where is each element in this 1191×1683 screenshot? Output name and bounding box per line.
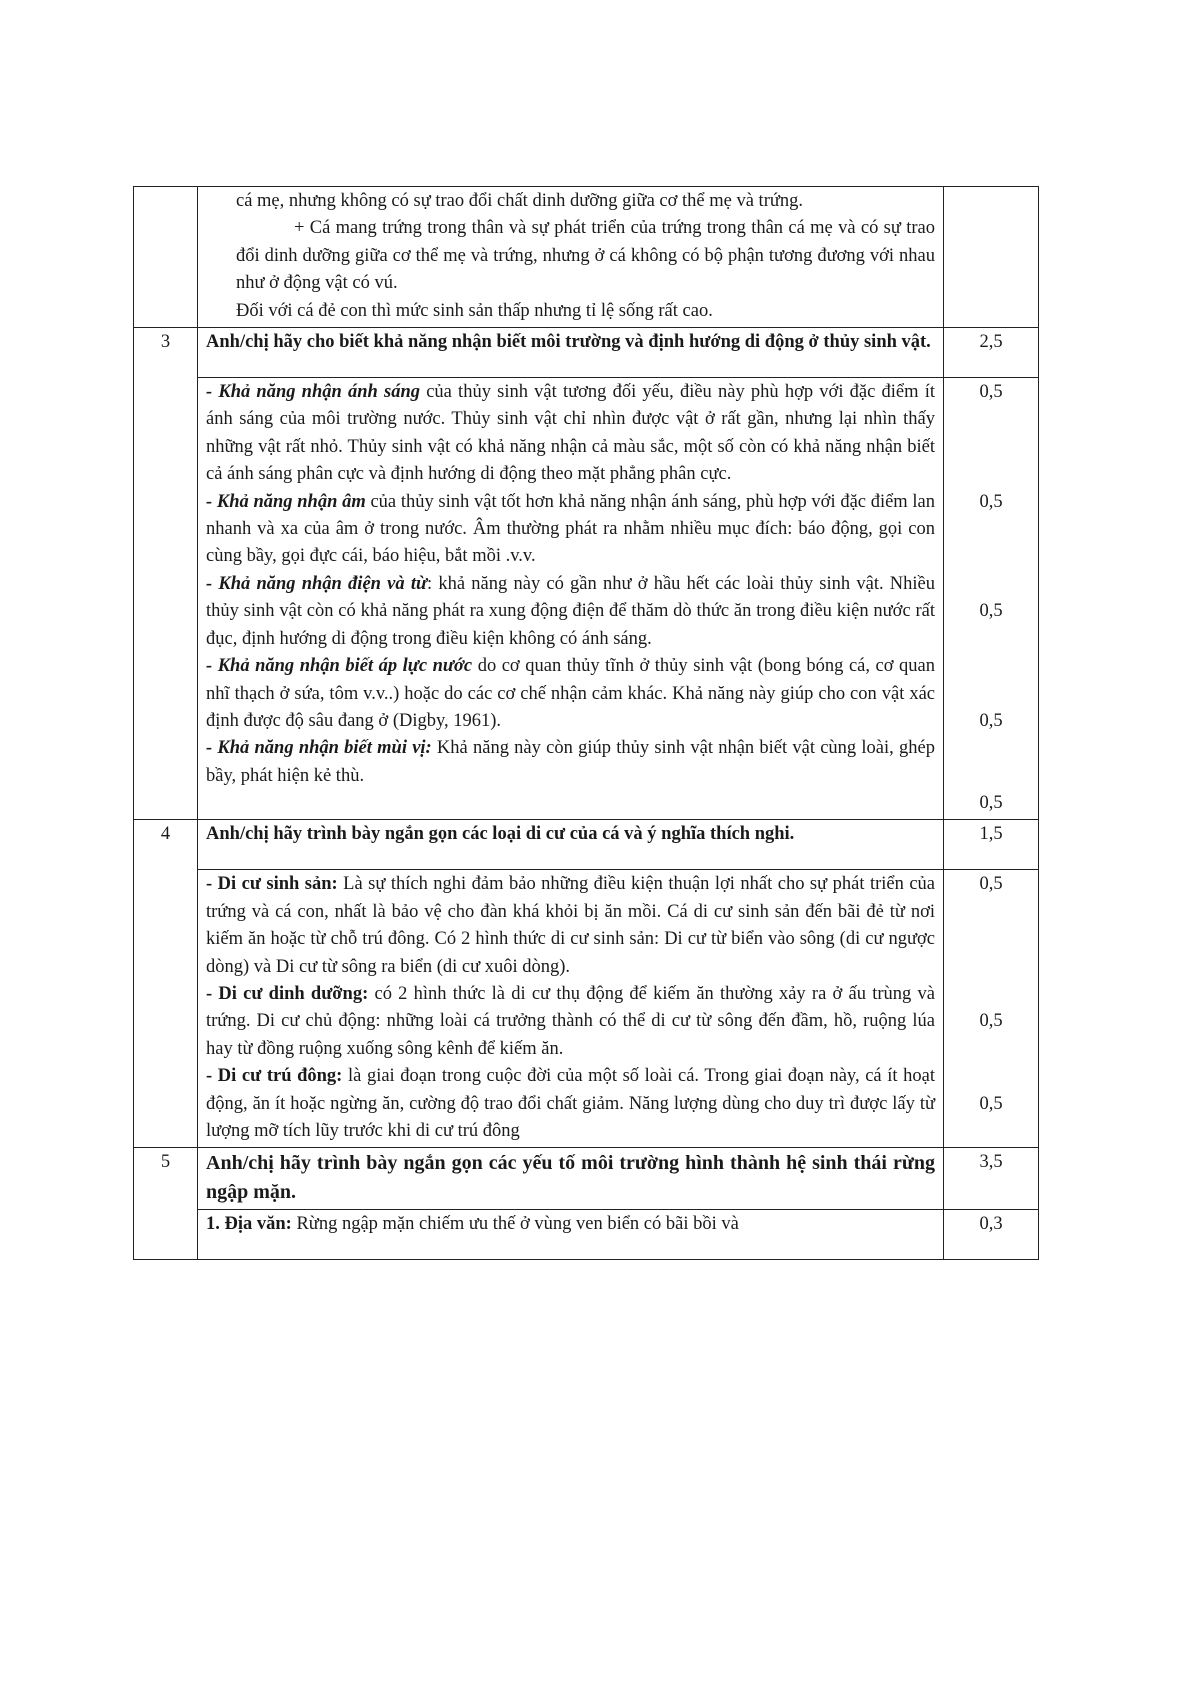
item-text: : khả năng này có gần như ở hầu hết các loài thủy sinh vật. Nhiều thủy sinh vật còn có khả năng phát ra xung động điện để thăm dò thức ăn trong điều kiện nước rất đục, định hướng di động trong điều kiện không có ánh sáng.	[206, 573, 935, 649]
item-score: 0,5	[979, 382, 1003, 403]
item-text: của thủy sinh vật tốt hơn khả năng nhận ánh sáng, phù hợp với đặc điểm lan nhanh và xa của âm ở trong nước. Âm thường phát ra nhằm nhiều mục đích: báo động, gọi con cùng bầy, gọi đực cái, báo hiệu, bắt mồi .v.v.	[206, 491, 936, 567]
answer-item	[206, 1063, 935, 1145]
item-label: - Khả năng nhận ánh sáng	[206, 382, 420, 403]
question-text: Anh/chị hãy trình bày ngắn gọn các loại di cư của cá và ý nghĩa thích nghi.	[198, 820, 944, 870]
item-text: do cơ quan thủy tĩnh ở thủy sinh vật (bong bóng cá, cơ quan nhĩ thạch ở sứa, tôm v.v..) hoặc do các cơ chế nhận cảm khác. Khả năng này giúp cho con vật xác định được độ sâu đang ở (Digby, 1961).	[206, 656, 936, 731]
item-score: 0,5	[979, 874, 1003, 895]
answer-item	[206, 489, 935, 571]
table-row-question-4	[134, 820, 1039, 870]
item-text: Là sự thích nghi đảm bảo những điều kiện thuận lợi nhất cho sự phát triển của trứng và cá con, nhất là bảo vệ cho đàn khá khỏi bị ăn mồi. Cá di cư sinh sản đến bãi đẻ từ nơi kiếm ăn hoặc từ chỗ trú đông. Có 2 hình thức di cư sinh sản: Di cư từ biển vào sông (di cư ngược dòng) và Di cư từ sông ra biển (di cư xuôi dòng).	[206, 874, 935, 977]
question-number-cell	[134, 187, 198, 328]
answer-content-cell	[198, 870, 944, 1148]
question-number: 4	[134, 820, 198, 1148]
answer-content-cell	[198, 378, 944, 820]
answer-key-table	[133, 186, 1039, 1260]
item-label: - Di cư sinh sản:	[206, 874, 338, 895]
item-score: 0,3	[979, 1214, 1003, 1235]
table-row-answer-3	[134, 378, 1039, 820]
question-text: Anh/chị hãy trình bày ngắn gọn các yếu tố môi trường hình thành hệ sinh thái rừng ngập mặn.	[198, 1148, 944, 1210]
item-score: 0,5	[979, 710, 1003, 731]
item-label: - Di cư trú đông:	[206, 1066, 343, 1087]
answer-item	[206, 871, 935, 981]
table-row-continued	[134, 187, 1039, 328]
item-label: 1. Địa văn:	[206, 1214, 292, 1235]
answer-item	[206, 1211, 935, 1238]
item-score: 0,5	[979, 491, 1003, 512]
item-label: - Khả năng nhận âm	[206, 491, 366, 512]
question-score: 2,5	[944, 328, 1039, 378]
answer-text: cá mẹ, nhưng không có sự trao đổi chất dinh dưỡng giữa cơ thể mẹ và trứng.	[236, 191, 804, 211]
item-score: 0,5	[979, 792, 1003, 813]
answer-item	[206, 735, 935, 790]
question-number: 3	[134, 328, 198, 820]
answer-item	[206, 571, 935, 653]
item-label: - Khả năng nhận biết áp lực nước	[206, 656, 473, 677]
table-row-question-3	[134, 328, 1039, 378]
answer-text: Đối với cá đẻ con thì mức sinh sản thấp nhưng tỉ lệ sống rất cao.	[236, 300, 713, 321]
item-text: là giai đoạn trong cuộc đời của một số loài cá. Trong giai đoạn này, cá ít hoạt động, ăn ít hoặc ngừng ăn, cường độ trao đổi chất giảm. Năng lượng dùng cho duy trì được lấy từ lượng mỡ tích lũy trước khi di cư trú đông	[206, 1066, 935, 1142]
question-number: 5	[134, 1148, 198, 1260]
table-row-answer-4	[134, 870, 1039, 1148]
answer-item	[206, 653, 935, 735]
score-cell	[944, 187, 1039, 328]
item-label: - Di cư dinh dưỡng:	[206, 983, 369, 1004]
table-row-question-5	[134, 1148, 1039, 1210]
item-label: - Khả năng nhận điện và từ	[206, 573, 428, 594]
item-label: - Khả năng nhận biết mùi vị:	[206, 738, 432, 759]
score-cell	[944, 870, 1039, 1148]
item-text: Khả năng này còn giúp thủy sinh vật nhận biết vật cùng loài, ghép bầy, phát hiện kẻ thù.	[206, 738, 935, 786]
item-text: có 2 hình thức là di cư thụ động để kiếm ăn thường xảy ra ở ấu trùng và trứng. Di cư chủ động: những loài cá trưởng thành có thể di cư từ sông đến đầm, hồ, ruộng lúa hay từ đồng ruộng xuống sông kênh để kiếm ăn.	[206, 983, 935, 1059]
item-text: Rừng ngập mặn chiếm ưu thế ở vùng ven biển có bãi bồi và	[291, 1214, 739, 1235]
item-text: của thủy sinh vật tương đối yếu, điều này phù hợp với đặc điểm ít ánh sáng của môi trường nước. Thủy sinh vật chỉ nhìn được vật ở rất gần, nhưng lại nhìn thấy những vật rất nhỏ. Thủy sinh vật có khả năng nhận cả màu sắc, một số còn có khả năng nhận biết cả ánh sáng phân cực và định hướng di động theo mặt phẳng phân cực.	[206, 382, 935, 485]
question-score: 3,5	[944, 1148, 1039, 1210]
answer-content-cell	[198, 187, 944, 328]
question-text: Anh/chị hãy cho biết khả năng nhận biết môi trường và định hướng di động ở thủy sinh vật.	[198, 328, 944, 378]
score-cell	[944, 378, 1039, 820]
item-score: 0,5	[979, 1093, 1003, 1114]
item-score: 0,5	[979, 1011, 1003, 1032]
answer-text: + Cá mang trứng trong thân và sự phát triển của trứng trong thân cá mẹ và có sự trao đổi dinh dưỡng giữa cơ thể mẹ và trứng, nhưng ở cá không có bộ phận tương đương với nhau như ở động vật có vú.	[236, 218, 935, 294]
answer-item	[206, 379, 935, 489]
score-cell	[944, 1210, 1039, 1260]
item-score: 0,5	[979, 601, 1003, 622]
answer-item	[206, 981, 935, 1063]
table-row-answer-5	[134, 1210, 1039, 1260]
question-score: 1,5	[944, 820, 1039, 870]
answer-content-cell	[198, 1210, 944, 1260]
